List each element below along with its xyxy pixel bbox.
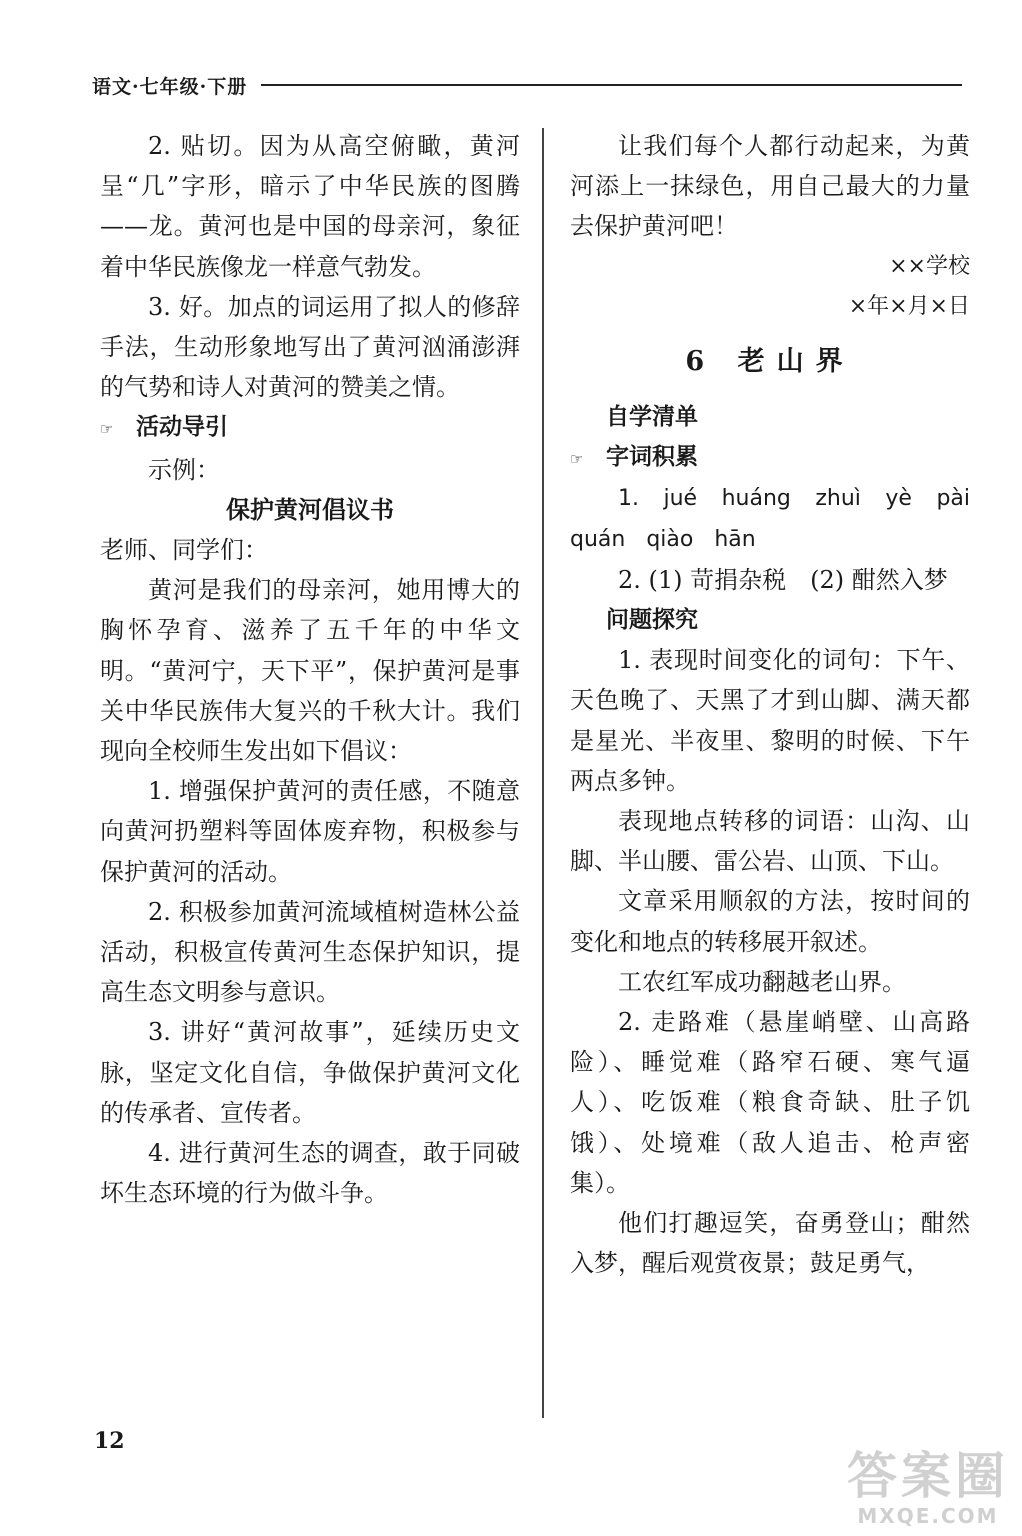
watermark-url: MXQE.COM xyxy=(857,1504,999,1528)
watermark-main-text: 答案圈 xyxy=(847,1447,1009,1505)
answer-paragraph-2: 2. 贴切。因为从高空俯瞰，黄河呈“几”字形，暗示了中华民族的图腾——龙。黄河也是中国的母亲河，象征着中华民族像龙一样意气勃发。 xyxy=(100,132,520,281)
example-label: 示例： xyxy=(148,455,220,484)
signature-school: ××学校 xyxy=(889,253,970,279)
vocabulary-answer-1: 1. jué huáng zhuì yè pài quán qiào hān xyxy=(570,486,970,552)
signature-date: ×年×月×日 xyxy=(848,293,970,319)
section-vocabulary xyxy=(570,437,970,479)
letter-closing: 让我们每个人都行动起来，为黄河添上一抹绿色，用自己最大的力量去保护黄河吧！ xyxy=(570,132,970,241)
book-title: 语文·七年级·下册 xyxy=(92,75,248,98)
inquiry-answer-method: 文章采用顺叙的方法，按时间的变化和地点的转移展开叙述。 xyxy=(570,887,970,956)
inquiry-answer-2: 2. 走路难（悬崖峭壁、山高路险）、睡觉难（路窄石硬、寒气逼人）、吃饭难（粮食奇缺、肚子饥饿）、处境难（敌人追击、枪声密集）。 xyxy=(570,1008,970,1197)
chapter-title: 6 老山界 xyxy=(685,346,855,378)
inquiry-answer-1: 1. 表现时间变化的词句：下午、天色晚了、天黑了才到山脚、满天都是星光、半夜里、黎明的时候、下午两点多钟。 xyxy=(570,646,970,795)
proposal-item-1: 1. 增强保护黄河的责任感，不随意向黄河扔塑料等固体废弃物，积极参与保护黄河的活动。 xyxy=(100,777,520,886)
header-rule xyxy=(261,84,962,86)
letter-title: 保护黄河倡议书 xyxy=(226,495,394,524)
section-marker-icon: ☞ xyxy=(100,420,114,439)
left-column xyxy=(100,126,520,1213)
page-header xyxy=(92,68,962,102)
section-vocabulary-label: 字词积累 xyxy=(606,444,698,471)
inquiry-answer-event: 工农红军成功翻越老山界。 xyxy=(618,967,906,996)
proposal-item-3: 3. 讲好“黄河故事”，延续历史文脉，坚定文化自信，争做保护黄河文化的传承者、宣传者。 xyxy=(100,1018,520,1127)
letter-salutation: 老师、同学们： xyxy=(100,536,268,565)
vocabulary-answer-2: 2. (1) 苛捐杂税 (2) 酣然入梦 xyxy=(618,565,948,594)
inquiry-heading: 问题探究 xyxy=(606,607,698,634)
proposal-item-2: 2. 积极参加黄河流域植树造林公益活动，积极宣传黄河生态保护知识，提高生态文明参与意识。 xyxy=(100,897,520,1007)
proposal-item-4: 4. 进行黄河生态的调查，敢于同破坏生态环境的行为做斗争。 xyxy=(100,1139,520,1208)
section-activity-label: 活动导引 xyxy=(136,414,228,441)
right-column xyxy=(570,126,970,1283)
study-list-heading: 自学清单 xyxy=(606,404,698,431)
section-activity-guide xyxy=(100,407,520,449)
answer-paragraph-3: 3. 好。加点的词运用了拟人的修辞手法，生动形象地写出了黄河汹涌澎湃的气势和诗人对黄河的赞美之情。 xyxy=(100,292,520,402)
watermark-logo xyxy=(838,1448,1018,1534)
letter-body: 黄河是我们的母亲河，她用博大的胸怀孕育、滋养了五千年的中华文明。“黄河宁，天下平”，保护黄河是事关中华民族伟大复兴的千秋大计。我们现向全校师生发出如下倡议： xyxy=(100,576,520,766)
inquiry-answer-places: 表现地点转移的词语：山沟、山脚、半山腰、雷公岩、山顶、下山。 xyxy=(570,807,970,876)
page-number: 12 xyxy=(94,1428,125,1454)
section-marker-icon: ☞ xyxy=(570,450,584,469)
column-divider xyxy=(542,128,544,1418)
inquiry-answer-2-continued: 他们打趣逗笑，奋勇登山；酣然入梦，醒后观赏夜景；鼓足勇气， xyxy=(570,1209,970,1278)
